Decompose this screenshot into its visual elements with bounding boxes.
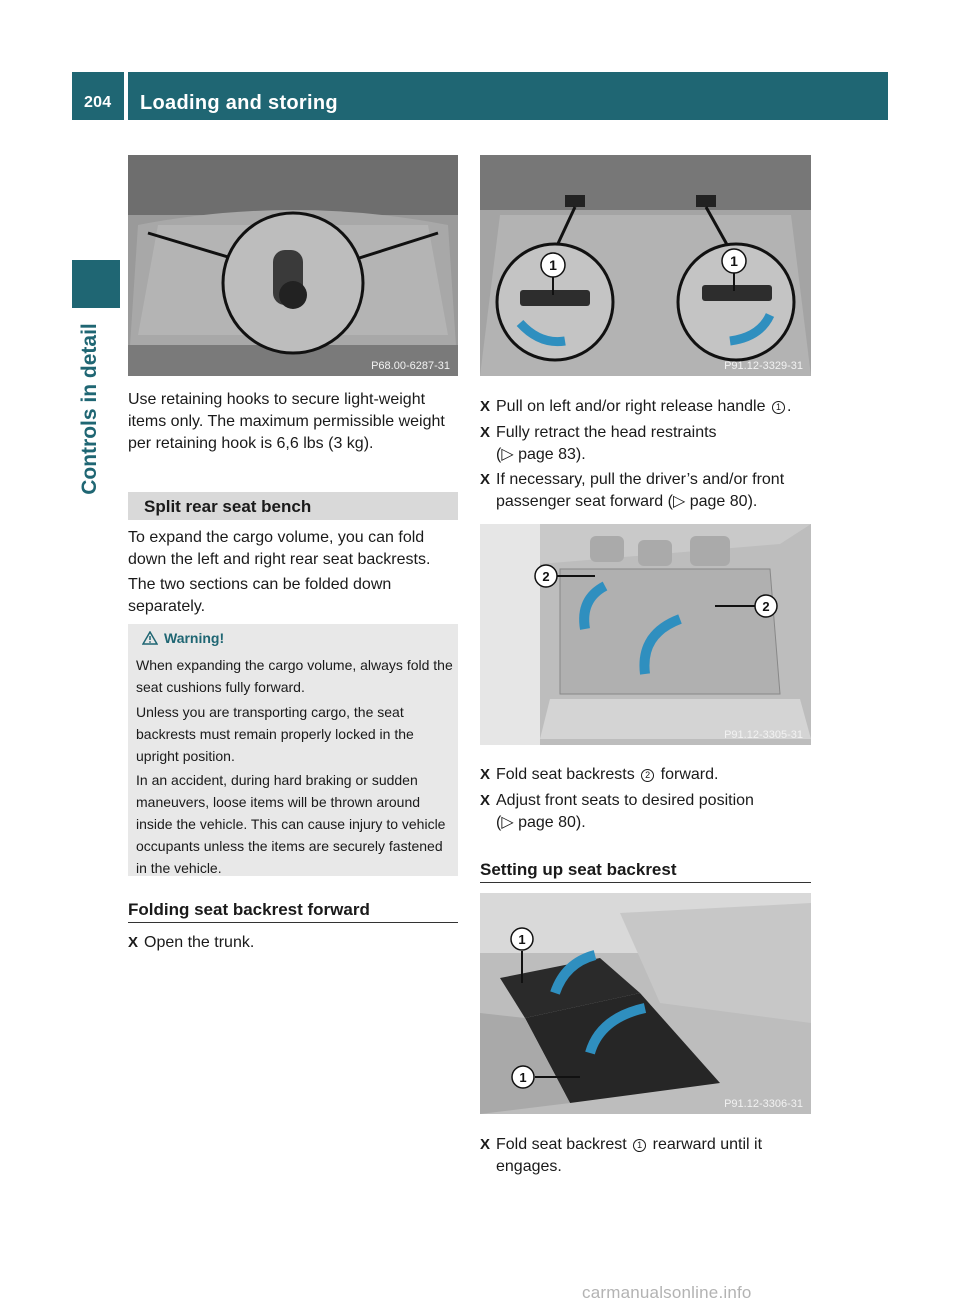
photo-code: P68.00-6287-31 <box>371 360 450 372</box>
callout-2-right: 2 <box>762 599 770 614</box>
warning-title: Warning! <box>164 630 225 646</box>
callout-1-bottom: 1 <box>519 1070 527 1085</box>
photo-code: P91.12-3329-31 <box>724 360 803 372</box>
subhead-folding: Folding seat backrest forward <box>128 900 370 919</box>
photo-code: P91.12-3306-31 <box>724 1098 803 1110</box>
page-ref: passenger seat forward (▷ page 80). <box>496 493 758 510</box>
step-retract-restraints <box>480 422 826 466</box>
watermark: carmanualsonline.info <box>582 1283 752 1302</box>
step-text-end: engages. <box>496 1158 562 1175</box>
header-divider <box>124 72 128 120</box>
backrests-fold-photo <box>480 524 811 745</box>
side-tab <box>78 323 101 514</box>
warning-heading <box>142 630 224 646</box>
sections-paragraph: The two sections can be folded down separately. <box>128 576 392 615</box>
subhead-setting-up: Setting up seat backrest <box>480 860 677 879</box>
page-number: 204 <box>84 94 112 111</box>
step-marker: X <box>480 766 491 783</box>
step-marker: X <box>480 398 491 415</box>
step-open-trunk <box>128 932 254 954</box>
side-tab-label: Controls in detail <box>78 323 101 495</box>
step-marker: X <box>480 792 491 809</box>
callout-1-left: 1 <box>549 257 557 273</box>
step-text: Fold seat backrest <box>496 1136 627 1153</box>
callout-ref-1: 1 <box>633 1139 646 1152</box>
step-text: If necessary, pull the driver’s and/or front <box>496 471 785 488</box>
setup-backrest-photo <box>480 893 811 1114</box>
step-text-end: forward. <box>660 766 719 783</box>
callout-1-top: 1 <box>518 932 526 947</box>
warning-text-2: Unless you are transporting cargo, the seat backrests must remain properly locked in the upright position. <box>136 704 414 764</box>
step-marker: X <box>128 934 139 951</box>
callout-2-left: 2 <box>542 569 550 584</box>
step-marker: X <box>480 1136 491 1153</box>
step-text: Pull on left and/or right release handle <box>496 398 766 415</box>
step-text-mid: rearward until it <box>652 1136 763 1153</box>
subhead-rule <box>128 922 458 923</box>
warning-text-3: In an accident, during hard braking or sudden maneuvers, loose items will be thrown around inside the vehicle. This can cause injury to vehicle occupants unless the items are securely fastened in the vehicle. <box>136 772 446 876</box>
step-fold-backrest-rearward <box>480 1134 826 1178</box>
photo-code: P91.12-3305-31 <box>724 729 803 741</box>
page-ref: (▷ page 83). <box>496 446 586 463</box>
subhead-rule <box>480 882 811 883</box>
step-marker: X <box>480 424 491 441</box>
warning-box <box>128 624 458 876</box>
section-title: Split rear seat bench <box>144 497 312 516</box>
step-text-end: . <box>786 398 792 415</box>
step-marker: X <box>480 471 491 488</box>
callout-1-right: 1 <box>730 253 738 269</box>
cargo-paragraph: To expand the cargo volume, you can fold down the left and right rear seat backrests. <box>128 529 431 568</box>
step-fold-backrests <box>480 764 826 786</box>
chapter-title: Loading and storing <box>140 92 338 114</box>
step-pull-seat <box>480 469 832 513</box>
callout-ref-2: 2 <box>641 769 654 782</box>
step-pull-handle <box>480 396 832 418</box>
step-text: Adjust front seats to desired position <box>496 792 754 809</box>
callout-ref-1: 1 <box>772 401 785 414</box>
step-text: Fully retract the head restraints <box>496 424 717 441</box>
warning-triangle-icon <box>142 631 158 645</box>
side-tab-marker <box>72 260 120 308</box>
release-handles-photo <box>480 155 811 376</box>
hooks-paragraph: Use retaining hooks to secure light-weight items only. The maximum permissible weight per retaining hook is 6,6 lbs (3 kg). <box>128 391 445 452</box>
step-adjust-front-seats <box>480 790 826 834</box>
step-text: Open the trunk. <box>144 934 255 951</box>
page-ref: (▷ page 80). <box>496 814 586 831</box>
step-text: Fold seat backrests <box>496 766 635 783</box>
warning-text-1: When expanding the cargo volume, always fold the seat cushions fully forward. <box>136 657 453 695</box>
section-heading-box <box>128 492 458 520</box>
trunk-hooks-photo <box>128 155 458 376</box>
